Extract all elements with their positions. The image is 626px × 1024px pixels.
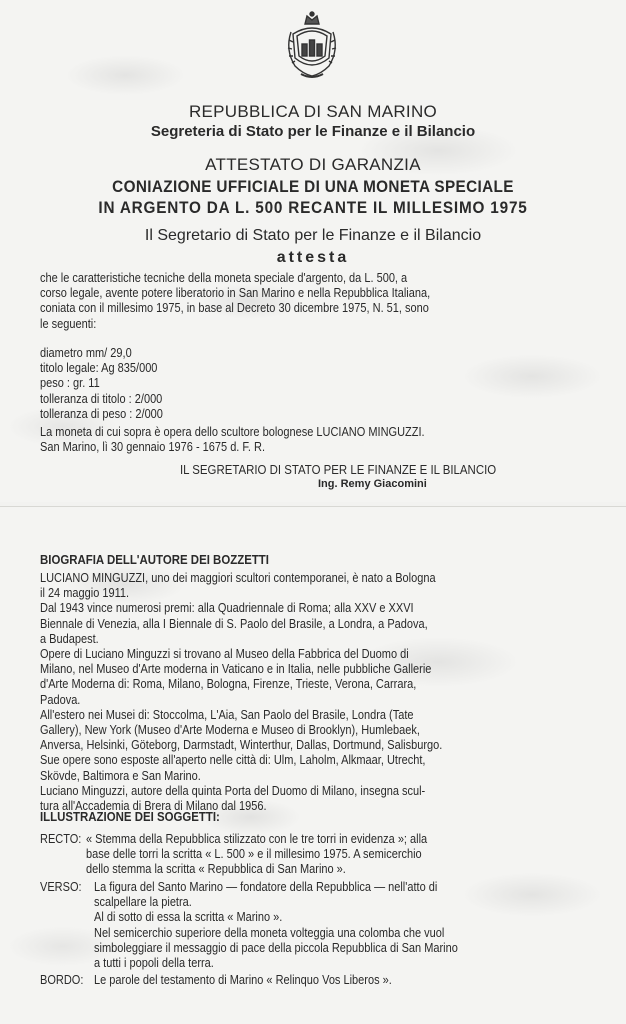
verso-line: a tutti i popoli della terra. (94, 956, 214, 971)
biography-line: d'Arte Moderna di: Roma, Milano, Bologna, Firenze, Trieste, Verona, Carrara, (40, 677, 417, 692)
bordo-description: Le parole del testamento di Marino « Relinquo Vos Liberos ». (94, 973, 392, 987)
signature-name: Ing. Remy Giacomini (318, 478, 427, 490)
recto-description (86, 832, 427, 878)
intro-paragraph (40, 271, 430, 332)
illustration-heading: ILLUSTRAZIONE DEI SOGGETTI: (40, 809, 220, 824)
verso-description (94, 880, 458, 971)
biography-line: tura all'Accademia di Brera di Milano dal 1956. (40, 799, 267, 814)
biography-line: Dal 1943 vince numerosi premi: alla Quadriennale di Roma; alla XXV e XXVI (40, 601, 414, 616)
recto-line: « Stemma della Repubblica stilizzato con le tre torri in evidenza »; alla (86, 832, 428, 846)
secretariat-subtitle: Segreteria di Stato per le Finanze e il Bilancio (150, 123, 476, 140)
verso-label: VERSO: (40, 880, 82, 894)
recto-line: dello stemma la scritta « Repubblica di San Marino ». (86, 862, 346, 877)
biography-line: Luciano Minguzzi, autore della quinta Porta del Duomo di Milano, insegna scul- (40, 783, 426, 798)
coat-of-arms-icon (283, 10, 341, 84)
verso-line: Al di sotto di essa la scritta « Marino ». (94, 910, 283, 925)
headline-line-2: IN ARGENTO DA L. 500 RECANTE IL MILLESIMO 1975 (98, 198, 528, 217)
verso-line: La figura del Santo Marino — fondatore della Repubblica — nell'atto di (94, 880, 438, 894)
spec-item: tolleranza di titolo : 2/000 (40, 391, 163, 406)
spec-item: diametro mm/ 29,0 (40, 346, 132, 360)
headline-line-1: CONIAZIONE UFFICIALE DI UNA MONETA SPECIALE (112, 177, 514, 196)
biography-line: Sue opere sono esposte all'aperto nelle città di: Ulm, Laholm, Alkmaar, Utrecht, (40, 753, 426, 768)
issuer-line: Il Segretario di Stato per le Finanze e il Bilancio (144, 227, 482, 244)
document-type: ATTESTATO DI GARANZIA (205, 155, 421, 174)
biography-text (40, 571, 442, 814)
intro-line: le seguenti: (40, 316, 97, 331)
spec-item: titolo legale: Ag 835/000 (40, 361, 158, 376)
verso-line: scalpellare la pietra. (94, 895, 192, 910)
attesta-word: attesta (276, 249, 350, 266)
verso-line: simboleggiare il messaggio di pace della piccola Repubblica di San Marino (94, 940, 458, 955)
intro-line: che le caratteristiche tecniche della moneta speciale d'argento, da L. 500, a (40, 271, 408, 285)
closing-line: La moneta di cui sopra è opera dello scultore bolognese LUCIANO MINGUZZI. (40, 425, 425, 439)
attestato-sheet (0, 0, 626, 502)
spec-item: tolleranza di peso : 2/000 (40, 406, 163, 421)
recto-line: base delle torri la scritta « L. 500 » e il millesimo 1975. A semicerchio (86, 847, 422, 862)
biography-line: a Budapest. (40, 631, 99, 646)
closing-line: San Marino, lì 30 gennaio 1976 - 1675 d. F. R. (40, 440, 266, 455)
biography-heading: BIOGRAFIA DELL'AUTORE DEI BOZZETTI (40, 552, 269, 567)
biography-line: Milano, nel Museo d'Arte moderna in Vaticano e in Italia, nelle pubbliche Gallerie (40, 662, 432, 677)
biography-line: Opere di Luciano Minguzzi si trovano al Museo della Fabbrica del Duomo di (40, 647, 409, 662)
closing-paragraph (40, 425, 425, 455)
republic-title: REPUBBLICA DI SAN MARINO (188, 102, 438, 121)
biography-line: All'estero nei Musei di: Stoccolma, L'Aia, San Paolo del Brasile, Londra (Tate (40, 707, 414, 722)
signature-title: IL SEGRETARIO DI STATO PER LE FINANZE E IL BILANCIO (180, 462, 497, 477)
biography-line: Biennale di Venezia, alla I Biennale di S. Paolo del Brasile, a Londra, a Padova, (40, 616, 428, 631)
intro-line: corso legale, avente potere liberatorio in San Marino e nella Repubblica Italiana, (40, 286, 431, 301)
bordo-label: BORDO: (40, 973, 84, 987)
biography-sheet (0, 506, 626, 1024)
biography-line: LUCIANO MINGUZZI, uno dei maggiori scultori contemporanei, è nato a Bologna (40, 571, 436, 585)
verso-line: Nel semicerchio superiore della moneta volteggia una colomba che vuol (94, 925, 445, 940)
intro-line: coniata con il millesimo 1975, in base al Decreto 30 dicembre 1975, N. 51, sono (40, 301, 429, 316)
biography-line: Padova. (40, 692, 81, 707)
biography-line: Gallery), New York (Museo d'Arte Moderna e Museo di Brooklyn), Humlebaek, (40, 723, 420, 738)
recto-label: RECTO: (40, 832, 82, 846)
spec-item: peso : gr. 11 (40, 376, 100, 391)
spec-list (40, 346, 163, 422)
biography-line: il 24 maggio 1911. (40, 586, 130, 601)
biography-line: Skövde, Baltimora e San Marino. (40, 768, 201, 783)
biography-line: Anversa, Helsinki, Göteborg, Darmstadt, Winterthur, Dallas, Dortmund, Salisburgo. (40, 738, 443, 753)
